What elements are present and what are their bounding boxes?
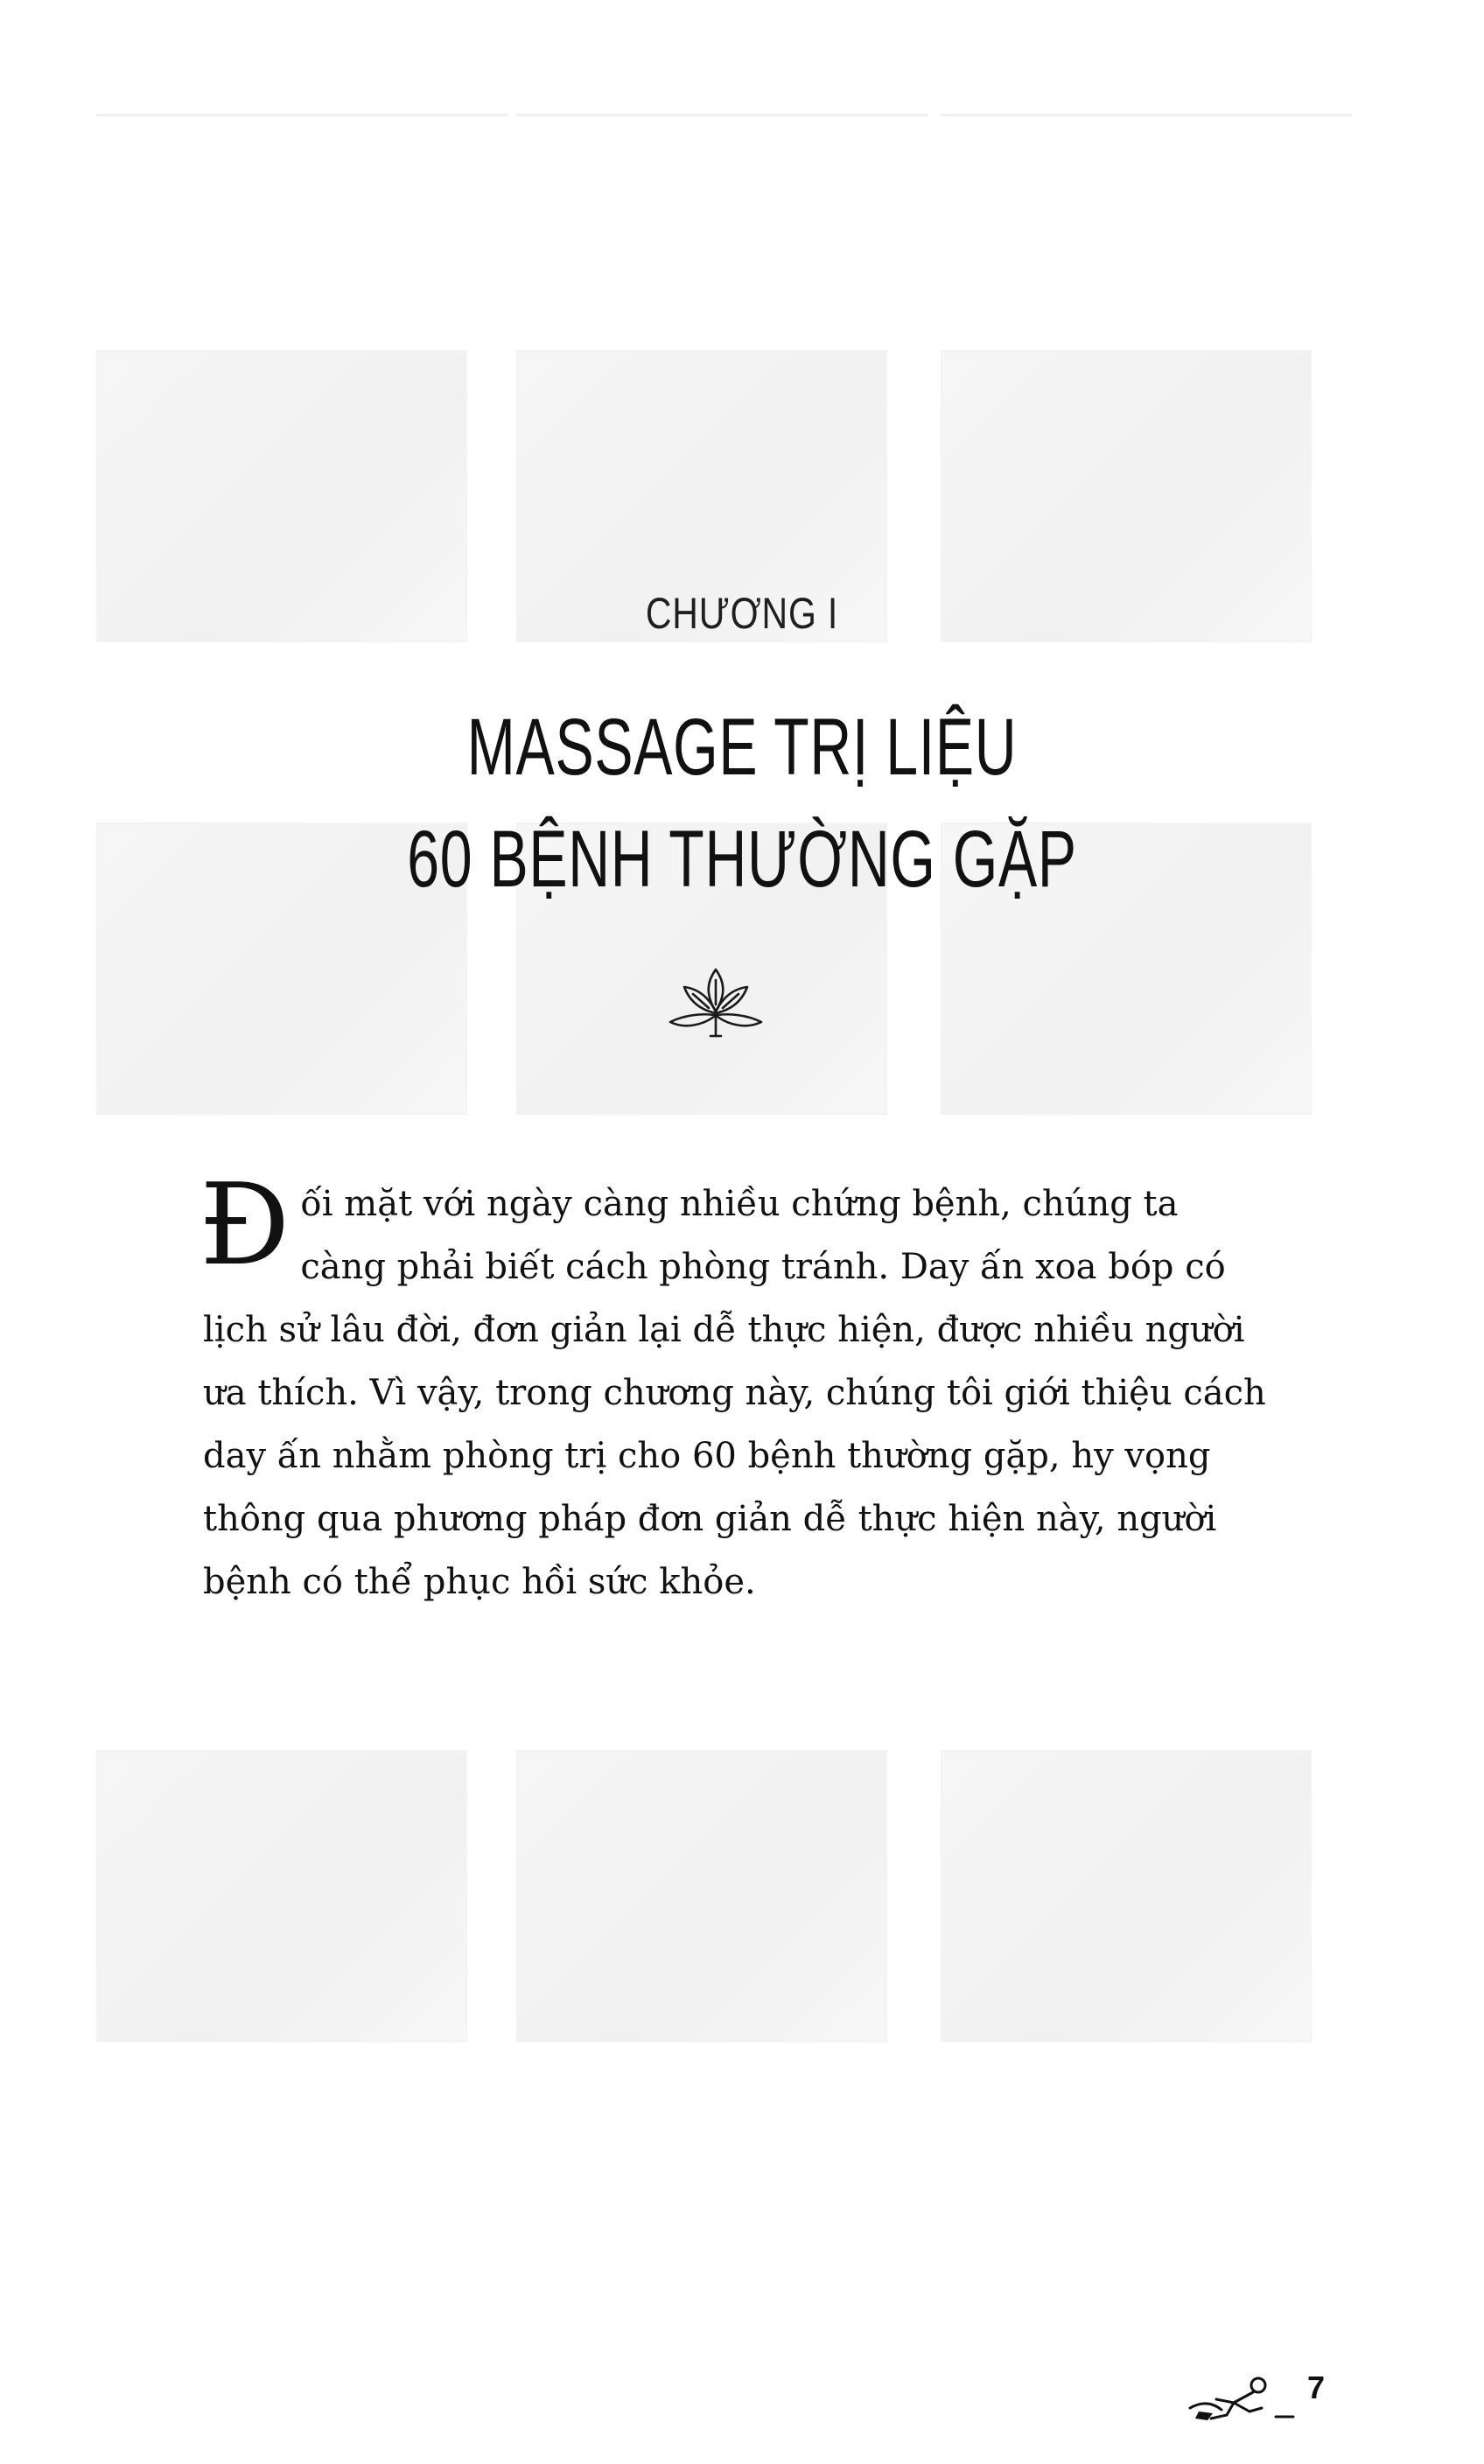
show-through-photo bbox=[941, 1750, 1312, 2042]
running-figure-icon bbox=[1172, 2373, 1295, 2424]
intro-paragraph bbox=[200, 1160, 1270, 1614]
show-through-photo bbox=[96, 1750, 467, 2042]
lotus-leaf-ornament-icon bbox=[663, 962, 768, 1041]
chapter-title-line-1: MASSAGE TRỊ LIỆU bbox=[466, 703, 1018, 792]
show-through-photo bbox=[516, 1750, 887, 2042]
chapter-title bbox=[207, 691, 1276, 915]
chapter-title-line-2: 60 BỆNH THƯỜNG GẶP bbox=[407, 815, 1077, 904]
chapter-label: CHƯƠNG I bbox=[645, 589, 839, 638]
intro-text: ối mặt với ngày càng nhiều chứng bệnh, chúng ta càng phải biết cách phòng tránh. Day ấn xoa bóp có lịch sử lâu đời, đơn giản lại dễ thực hiện, được nhiều người ưa thích. Vì vậy, trong chương này, chúng tôi giới thiệu cách day ấn nhằm phòng trị cho 60 bệnh thường gặp, hy vọng thông qua phương pháp đơn giản dễ thực hiện này, người bệnh có thể phục hồi sức khỏe. bbox=[203, 1184, 1266, 1602]
drop-cap: Đ bbox=[200, 1160, 290, 1291]
page-number: 7 bbox=[1307, 2370, 1326, 2405]
